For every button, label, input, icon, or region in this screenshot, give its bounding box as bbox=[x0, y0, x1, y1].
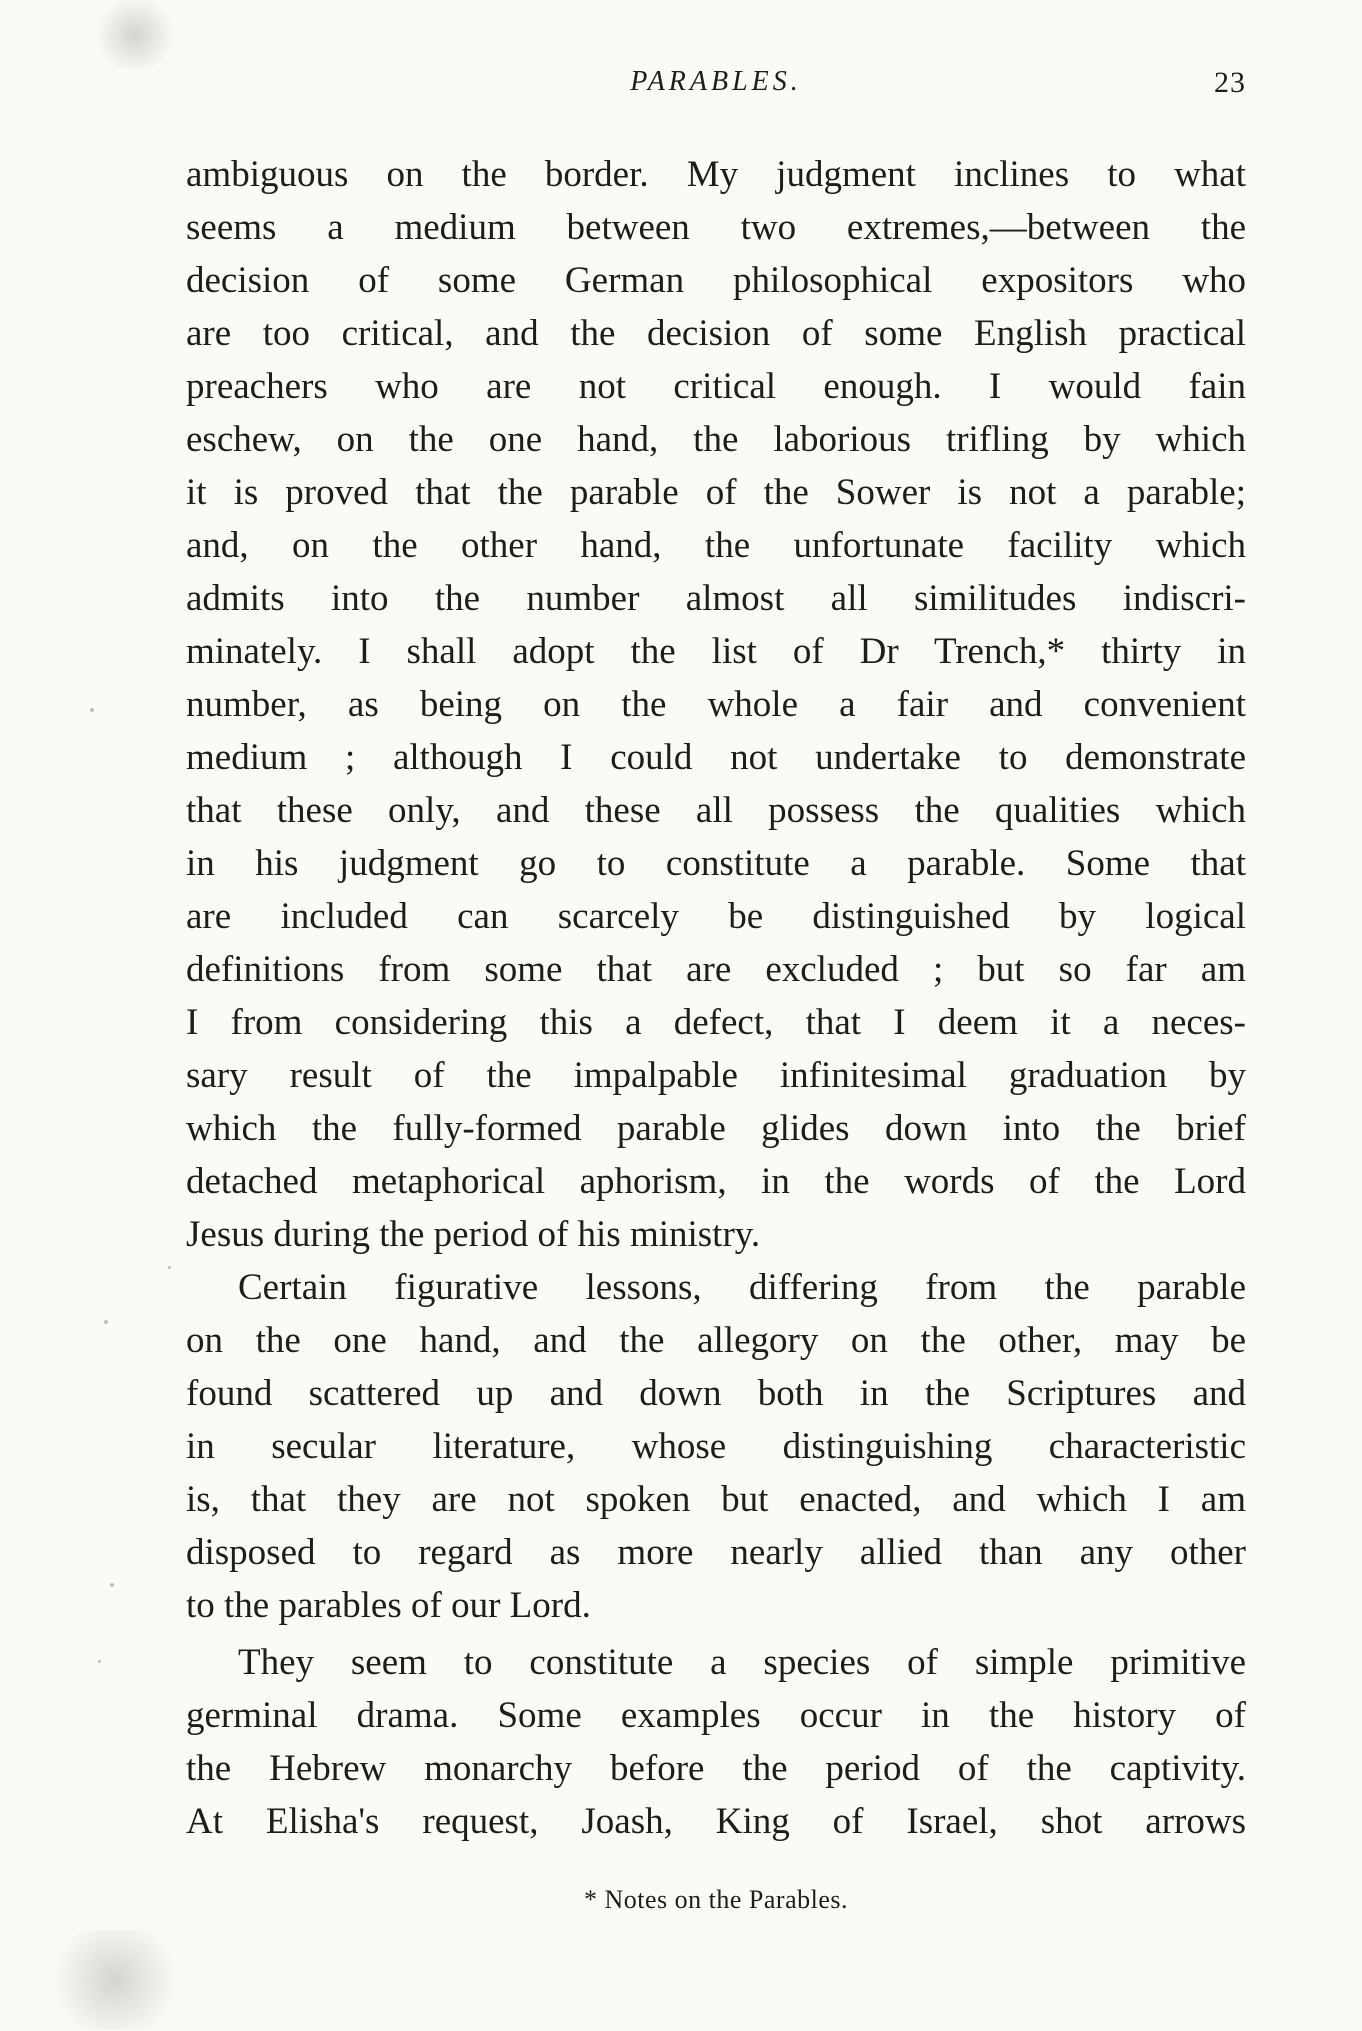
paragraph-end-line: Jesus during the period of his ministry. bbox=[186, 1214, 761, 1255]
text-line: definitions from some that are excluded ; but so far am bbox=[186, 949, 1246, 990]
text-line: in secular literature, whose distinguishing characteristic bbox=[186, 1426, 1246, 1467]
text-line: are included can scarcely be distinguished by logical bbox=[186, 896, 1246, 937]
text-line: admits into the number almost all similitudes indiscri- bbox=[186, 578, 1246, 619]
page-number: 23 bbox=[1214, 66, 1246, 99]
text-line: seems a medium between two extremes,—between the bbox=[186, 207, 1246, 248]
text-line: on the one hand, and the allegory on the other, may be bbox=[186, 1320, 1246, 1361]
text-line: the Hebrew monarchy before the period of the captivity. bbox=[186, 1748, 1246, 1789]
text-line: is, that they are not spoken but enacted, and which I am bbox=[186, 1479, 1246, 1520]
text-line: found scattered up and down both in the Scriptures and bbox=[186, 1373, 1246, 1414]
paragraph-first-line: Certain figurative lessons, differing from the parable bbox=[238, 1267, 1246, 1308]
text-line: in his judgment go to constitute a parable. Some that bbox=[186, 843, 1246, 884]
text-line: At Elisha's request, Joash, King of Israel, shot arrows bbox=[186, 1801, 1246, 1842]
text-line: and, on the other hand, the unfortunate facility which bbox=[186, 525, 1246, 566]
margin-speck bbox=[104, 1320, 108, 1324]
body-text bbox=[186, 148, 1246, 1848]
text-line: it is proved that the parable of the Sower is not a parable; bbox=[186, 472, 1246, 513]
margin-speck bbox=[168, 1266, 171, 1269]
margin-speck bbox=[110, 1583, 114, 1587]
text-line: preachers who are not critical enough. I would fain bbox=[186, 366, 1246, 407]
running-title: PARABLES. bbox=[630, 66, 802, 97]
text-line: eschew, on the one hand, the laborious trifling by which bbox=[186, 419, 1246, 460]
bottom-corner-smudge bbox=[40, 1930, 190, 2030]
text-line: ambiguous on the border. My judgment inclines to what bbox=[186, 154, 1246, 195]
text-line: that these only, and these all possess the qualities which bbox=[186, 790, 1246, 831]
text-line: I from considering this a defect, that I deem it a neces- bbox=[186, 1002, 1246, 1043]
text-line: medium ; although I could not undertake to demonstrate bbox=[186, 737, 1246, 778]
text-line: are too critical, and the decision of some English practical bbox=[186, 313, 1246, 354]
running-head bbox=[186, 66, 1246, 106]
text-line: sary result of the impalpable infinitesimal graduation by bbox=[186, 1055, 1246, 1096]
text-line: germinal drama. Some examples occur in the history of bbox=[186, 1695, 1246, 1736]
text-line: detached metaphorical aphorism, in the words of the Lord bbox=[186, 1161, 1246, 1202]
text-line: minately. I shall adopt the list of Dr Trench,* thirty in bbox=[186, 631, 1246, 672]
text-line: number, as being on the whole a fair and convenient bbox=[186, 684, 1246, 725]
paragraph-end-line: to the parables of our Lord. bbox=[186, 1585, 591, 1626]
text-line: which the fully-formed parable glides down into the brief bbox=[186, 1108, 1246, 1149]
margin-speck bbox=[98, 1660, 101, 1663]
margin-speck bbox=[90, 708, 94, 712]
paragraph-first-line: They seem to constitute a species of simple primitive bbox=[238, 1642, 1246, 1683]
text-line: decision of some German philosophical expositors who bbox=[186, 260, 1246, 301]
text-line: disposed to regard as more nearly allied than any other bbox=[186, 1532, 1246, 1573]
footnote: * Notes on the Parables. bbox=[583, 1885, 848, 1914]
top-corner-smudge bbox=[90, 0, 180, 70]
